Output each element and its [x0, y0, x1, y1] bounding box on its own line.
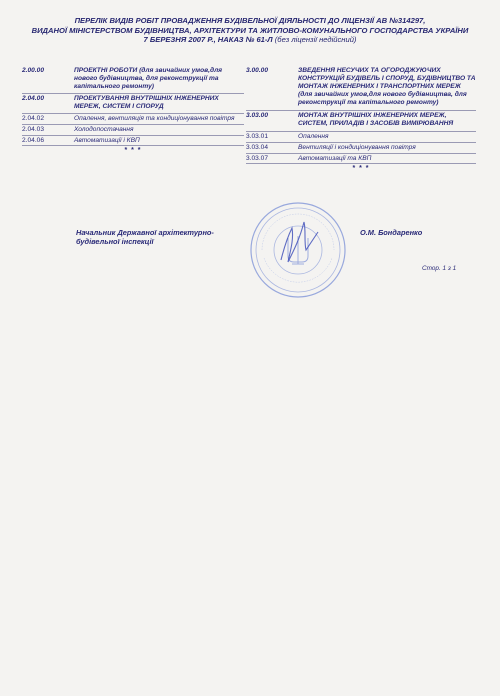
work-text: ПРОЕКТНІ РОБОТИ (для звичайних умов,для нового будівництва, для реконструкції та капітального ремонту) [74, 67, 223, 90]
work-row [22, 66, 244, 91]
work-code: 2.00.00 [22, 67, 44, 74]
work-text: Холодопостачання [74, 126, 134, 133]
work-row [246, 142, 476, 152]
page-number: Стор. 1 з 1 [422, 265, 457, 272]
work-code: 3.03.00 [246, 112, 268, 119]
official-stamp [248, 200, 348, 300]
work-code: 3.00.00 [246, 67, 268, 74]
header-line-1: ПЕРЕЛІК ВИДІВ РОБІТ ПРОВАДЖЕННЯ БУДІВЕЛЬНОЇ ДІЯЛЬНОСТІ ДО ЛІЦЕНЗІЇ АВ №314297, [74, 16, 426, 25]
right-column [246, 66, 476, 172]
work-text: ЗВЕДЕННЯ НЕСУЧИХ ТА ОГОРОДЖУЮЧИХ КОНСТРУКЦІЙ БУДІВЕЛЬ І СПОРУД, БУДІВНИЦТВО ТА МОНТАЖ ІНЖЕНЕРНИХ І ТРАНСПОРТНИХ МЕРЕЖ (для звичайних умов,для нового будівництва, для реконструкції та капітального ремонту) [298, 67, 476, 106]
work-code: 2.04.06 [22, 137, 44, 144]
work-code: 2.04.02 [22, 115, 44, 122]
work-code: 2.04.00 [22, 95, 44, 102]
handwritten-signature [281, 222, 318, 262]
header-line-2: ВИДАНОЇ МІНІСТЕРСТВОМ БУДІВНИЦТВА, АРХІТЕКТУРИ ТА ЖИТЛОВО-КОМУНАЛЬНОГО ГОСПОДАРСТВА УКРАЇНИ [31, 25, 469, 35]
work-row [246, 110, 476, 128]
left-column [22, 66, 244, 154]
work-row [22, 135, 244, 146]
work-text: Вентиляції і кондиціонування повітря [298, 144, 416, 151]
work-row [22, 113, 244, 123]
work-text: Автоматизації і КВП [74, 137, 140, 144]
signatory-name: О.М. Бондаренко [360, 228, 423, 237]
document-header [20, 16, 480, 45]
header-line-3 [20, 35, 480, 45]
work-text: Опалення [298, 133, 329, 140]
work-row [246, 131, 476, 141]
work-text: ПРОЕКТУВАННЯ ВНУТРІШНІХ ІНЖЕНЕРНИХ МЕРЕЖ, СИСТЕМ І СПОРУД [74, 95, 219, 110]
work-row [246, 153, 476, 164]
work-code: 3.03.07 [246, 155, 268, 162]
work-code: 3.03.01 [246, 133, 268, 140]
header-date-order: 7 БЕРЕЗНЯ 2007 Р., НАКАЗ № 61-Л [143, 35, 273, 45]
work-row [22, 124, 244, 134]
section-end-stars: * * * [124, 147, 142, 154]
work-text: МОНТАЖ ВНУТРІШНІХ ІНЖЕНЕРНИХ МЕРЕЖ, СИСТЕМ, ПРИЛАДІВ І ЗАСОБІВ ВИМІРЮВАННЯ [298, 112, 454, 127]
work-code: 2.04.03 [22, 126, 44, 133]
work-row [246, 66, 476, 107]
work-text: Опалення, вентиляція та кондиціонування повітря [74, 115, 235, 122]
header-note: (без ліцензії недійсний) [274, 35, 357, 45]
work-text: Автоматизації та КВП [298, 155, 372, 162]
work-row [22, 93, 244, 111]
signatory-title: Начальник Державної архітектурно-будівельної інспекції [76, 228, 214, 247]
work-code: 3.03.04 [246, 144, 268, 151]
section-end-stars: * * * [352, 165, 370, 172]
